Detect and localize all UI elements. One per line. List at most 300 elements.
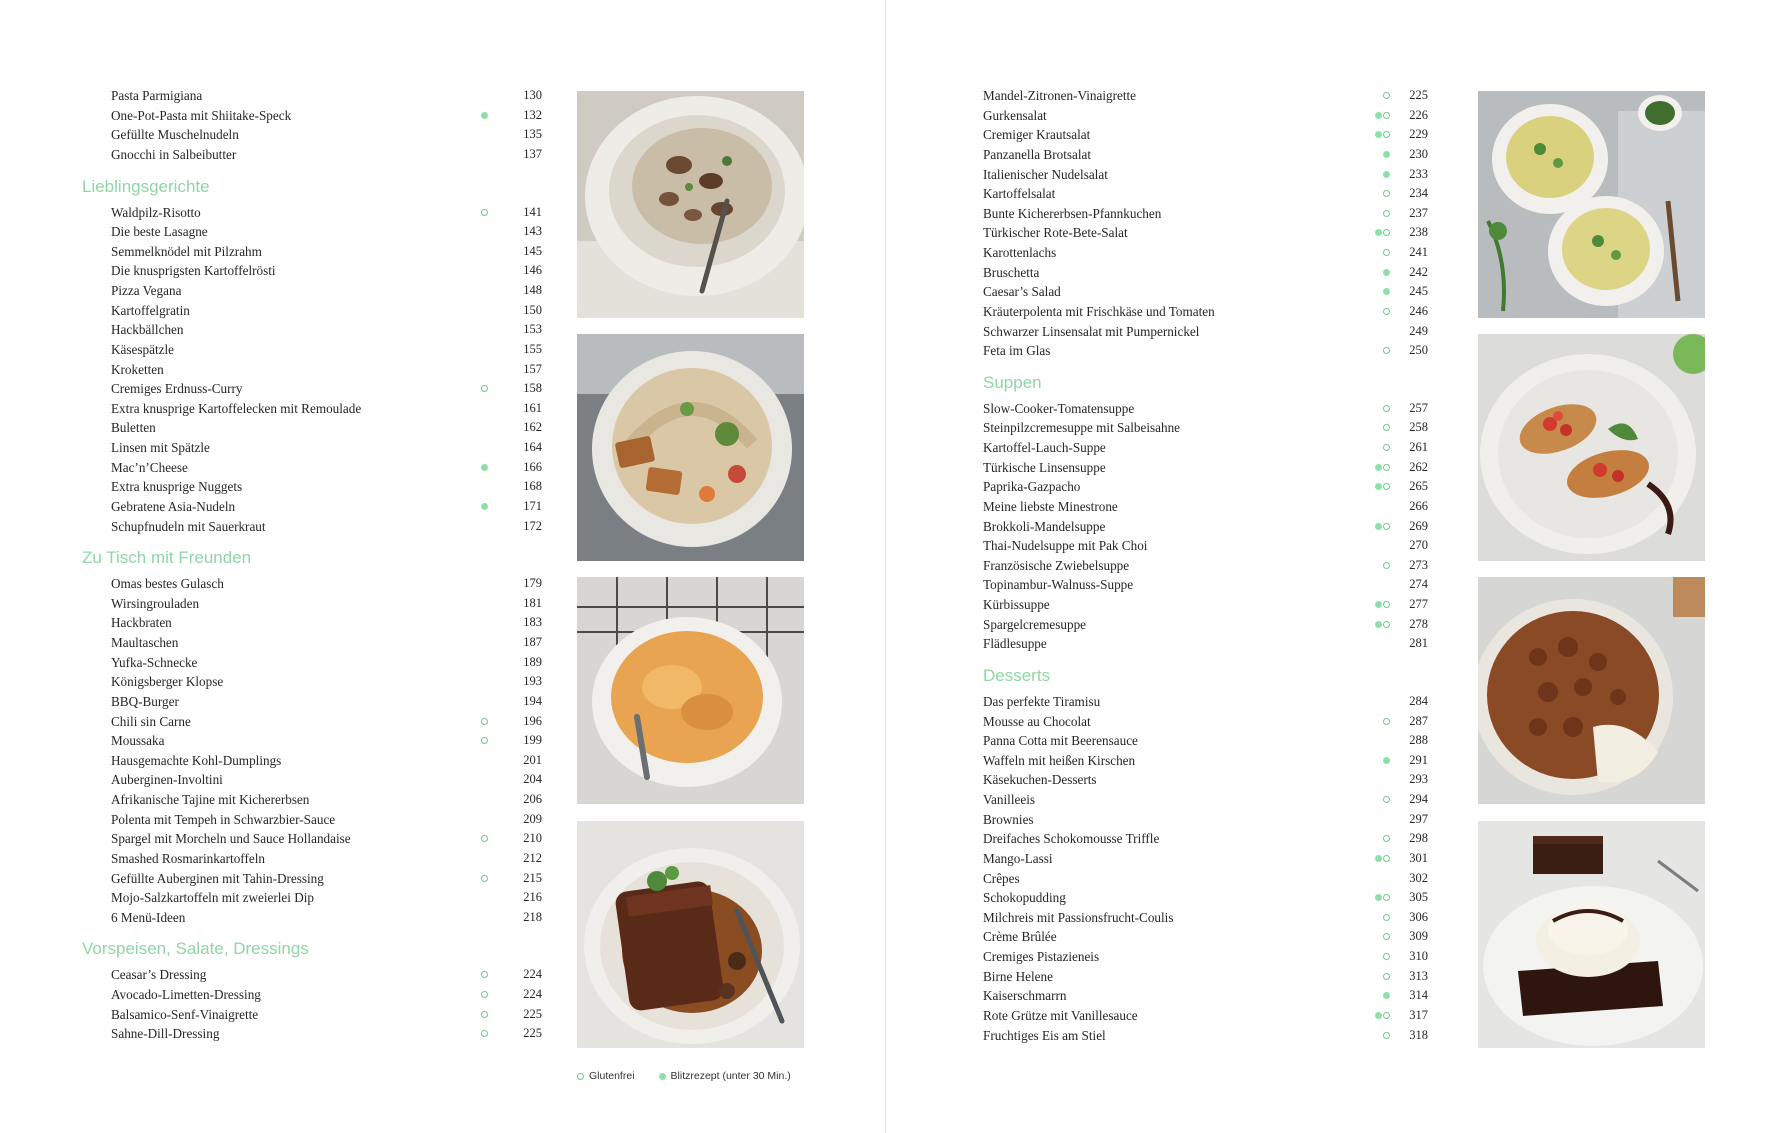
recipe-title: Kaiserschmarrn [983,988,1067,1004]
toc-entry [983,615,1428,635]
recipe-title: Polenta mit Tempeh in Schwarzbier-Sauce [111,811,336,827]
page-number: 314 [1409,988,1428,1003]
toc-entry [82,712,542,732]
recipe-markers [1383,992,1390,999]
toc-entry [983,458,1428,478]
gluten-free-marker-icon [1383,444,1390,451]
quick-recipe-marker-icon [1375,229,1382,236]
page-number: 135 [523,127,542,142]
toc-entry [82,399,542,419]
gluten-free-marker-icon [481,1011,488,1018]
toc-entry [983,908,1428,928]
page-number: 196 [523,713,542,728]
legend-gluten-free-label: Glutenfrei [589,1070,635,1082]
toc-section-continued [82,86,542,165]
toc-entry [82,320,542,340]
toc-entry [983,731,1428,751]
recipe-title: 6 Menü-Ideen [111,909,186,925]
page-number: 266 [1409,498,1428,513]
recipe-markers [1375,855,1390,862]
toc-section-lieblingsgerichte [82,176,542,537]
toc-entry [983,418,1428,438]
gluten-free-marker-icon [481,737,488,744]
toc-entry [983,770,1428,790]
toc-entry [82,203,542,223]
quick-recipe-marker-icon [1375,621,1382,628]
page-number: 277 [1409,597,1428,611]
recipe-title: Balsamico-Senf-Vinaigrette [111,1006,259,1022]
recipe-markers [481,718,488,725]
section-heading: Suppen [983,372,1042,392]
page-number: 230 [1409,146,1428,161]
recipe-title: Caesar’s Salad [983,284,1061,300]
recipe-markers [1383,914,1390,921]
page-number: 288 [1409,733,1428,748]
quick-recipe-marker-icon [1375,894,1382,901]
recipe-markers [481,835,488,842]
page-number: 146 [523,263,542,278]
recipe-title: Türkische Linsensuppe [983,459,1106,475]
recipe-title: Brownies [983,811,1034,827]
page-number: 141 [523,204,542,219]
page-number: 245 [1409,284,1428,299]
toc-entry [82,301,542,321]
toc-section-desserts [983,665,1428,1045]
gluten-free-marker-icon [1383,249,1390,256]
recipe-title: Meine liebste Minestrone [983,498,1118,514]
section-heading: Vorspeisen, Salate, Dressings [82,939,309,959]
quick-recipe-marker-icon [1383,757,1390,764]
recipe-title: Yufka-Schnecke [111,654,198,670]
gluten-free-marker-icon [481,835,488,842]
recipe-markers [1383,347,1390,354]
toc-entry [82,574,542,594]
recipe-title: Cremiges Erdnuss-Curry [111,381,243,397]
recipe-markers [1375,621,1390,628]
page-number: 210 [523,831,542,846]
gluten-free-marker-icon [1383,855,1390,862]
page-number: 291 [1409,752,1428,767]
recipe-markers [1383,171,1390,178]
page-number: 238 [1409,225,1428,240]
recipe-markers [481,1011,488,1018]
brownie-ice-cream-photo [1478,821,1705,1048]
page-number: 278 [1409,616,1428,631]
toc-entry [983,165,1428,185]
toc-entry [82,594,542,614]
page-number: 166 [523,459,542,474]
recipe-title: Spargelcremesuppe [983,616,1087,632]
recipe-markers [1375,464,1390,471]
recipe-markers [481,737,488,744]
page-number: 313 [1409,968,1428,983]
page-number: 310 [1409,949,1428,963]
recipe-title: Waffeln mit heißen Kirschen [983,752,1136,768]
toc-entry [983,125,1428,145]
toc-entry [983,438,1428,458]
recipe-title: Spargel mit Morcheln und Sauce Hollandaise [111,831,351,847]
page-number: 194 [523,693,542,708]
page-number: 168 [523,479,542,494]
page-number: 172 [523,518,542,533]
gluten-free-marker-icon [481,209,488,216]
toc-entry [82,1005,542,1025]
gluten-free-marker-icon [1383,523,1390,530]
page-number: 201 [523,752,542,767]
recipe-markers [1383,933,1390,940]
toc-entry [82,379,542,399]
recipe-title: Kürbissuppe [983,597,1050,612]
toc-entry [82,633,542,653]
page-number: 265 [1409,479,1428,494]
toc-entry [983,399,1428,419]
page-number: 261 [1409,440,1428,454]
page-number: 204 [523,772,542,787]
toc-entry [82,1024,542,1044]
page-number: 179 [523,576,542,591]
page-number: 216 [523,890,542,905]
recipe-title: Extra knusprige Nuggets [111,479,243,495]
table-of-contents-left [82,86,542,1044]
recipe-title: Semmelknödel mit Pilzrahm [111,243,262,259]
toc-entry [983,869,1428,889]
toc-entry [82,829,542,849]
page-number: 187 [523,635,542,649]
quick-recipe-marker-icon [659,1073,666,1080]
toc-entry [82,908,542,928]
recipe-markers [1383,835,1390,842]
recipe-markers [1383,210,1390,217]
page-number: 225 [523,1026,542,1041]
toc-entry [82,888,542,908]
recipe-markers [1383,269,1390,276]
toc-entry [983,223,1428,243]
recipe-title: Feta im Glas [983,343,1051,359]
recipe-markers [481,503,488,510]
recipe-title: Auberginen-Involtini [111,772,223,788]
recipe-markers [1383,190,1390,197]
page-number: 143 [523,224,542,239]
gluten-free-marker-icon [481,718,488,725]
gluten-free-marker-icon [1383,131,1390,138]
recipe-title: Gebratene Asia-Nudeln [111,498,236,514]
quick-recipe-marker-icon [1383,151,1390,158]
gluten-free-marker-icon [1383,1012,1390,1019]
recipe-title: Gefüllte Muschelnudeln [111,127,239,143]
recipe-title: Smashed Rosmarinkartoffeln [111,850,265,866]
toc-entry [82,340,542,360]
page-number: 257 [1409,400,1428,415]
page-number: 164 [523,440,542,454]
quick-recipe-marker-icon [1383,171,1390,178]
page-number: 237 [1409,205,1428,220]
toc-entry [82,770,542,790]
toc-entry [983,575,1428,595]
recipe-title: Omas bestes Gulasch [111,576,224,592]
page-number: 318 [1409,1027,1428,1042]
recipe-title: Vanilleeis [983,792,1036,807]
recipe-title: Slow-Cooker-Tomatensuppe [983,400,1135,416]
gluten-free-marker-icon [481,991,488,998]
toc-section-continued [983,86,1428,361]
page-number: 206 [523,792,542,806]
page-number: 249 [1409,323,1428,338]
page-number: 281 [1409,636,1428,651]
recipe-title: Mango-Lassi [983,850,1053,866]
recipe-markers [481,1030,488,1037]
page-number: 145 [523,243,542,258]
toc-entry [983,1006,1428,1026]
recipe-title: Fruchtiges Eis am Stiel [983,1027,1106,1043]
page-number: 293 [1409,772,1428,787]
page-number: 171 [523,498,542,513]
page-number: 262 [1409,459,1428,474]
gluten-free-marker-icon [1383,933,1390,940]
gluten-free-marker-icon [1383,953,1390,960]
page-number: 225 [523,1006,542,1021]
toc-entry [983,322,1428,342]
recipe-markers [1383,288,1390,295]
recipe-markers [481,112,488,119]
page-number: 294 [1409,792,1428,806]
recipe-title: Kroketten [111,361,164,377]
recipe-title: BBQ-Burger [111,693,179,709]
page-number: 215 [523,870,542,885]
toc-entry [983,947,1428,967]
recipe-title: Milchreis mit Passionsfrucht-Coulis [983,909,1174,925]
toc-entry [82,281,542,301]
quick-recipe-marker-icon [1375,483,1382,490]
mushroom-risotto-photo [577,91,804,318]
page-number: 150 [523,302,542,317]
toc-entry [983,184,1428,204]
page-number: 189 [523,654,542,669]
page-number: 233 [1409,166,1428,181]
page-number: 181 [523,595,542,610]
gluten-free-marker-icon [1383,229,1390,236]
page-number: 229 [1409,127,1428,142]
recipe-title: Kartoffelsalat [983,186,1056,202]
recipe-title: Das perfekte Tiramisu [983,693,1101,709]
quick-recipe-marker-icon [481,464,488,471]
page-number: 155 [523,341,542,356]
page-number: 137 [523,146,542,161]
toc-entry [82,477,542,497]
quick-recipe-marker-icon [481,112,488,119]
quick-recipe-marker-icon [1383,992,1390,999]
toc-entry [82,985,542,1005]
quick-recipe-marker-icon [1375,523,1382,530]
toc-entry [82,790,542,810]
recipe-markers [481,385,488,392]
toc-section-zu-tisch-mit-freunden [82,547,542,927]
page-number: 297 [1409,811,1428,826]
recipe-markers [1375,229,1390,236]
page-number: 287 [1409,713,1428,728]
page-number: 269 [1409,518,1428,533]
recipe-title: Buletten [111,420,156,436]
recipe-markers [481,209,488,216]
recipe-title: Mac’n’Cheese [111,459,188,475]
gluten-free-marker-icon [1383,308,1390,315]
gluten-free-marker-icon [1383,1032,1390,1039]
mac-and-cheese-photo [577,577,804,804]
toc-entry [82,869,542,889]
toc-section-suppen [983,372,1428,654]
recipe-title: Käsespätzle [111,341,174,357]
toc-entry [82,653,542,673]
toc-entry [82,751,542,771]
recipe-markers [1383,444,1390,451]
recipe-markers [1383,151,1390,158]
recipe-markers [1383,757,1390,764]
recipe-markers [1375,112,1390,119]
toc-entry [983,595,1428,615]
page-number: 225 [1409,88,1428,102]
toc-entry [983,282,1428,302]
recipe-markers [481,971,488,978]
quick-recipe-marker-icon [1375,131,1382,138]
toc-entry [983,106,1428,126]
recipe-title: Hackbällchen [111,322,184,338]
gluten-free-marker-icon [1383,347,1390,354]
toc-entry [82,438,542,458]
recipe-title: Flädlesuppe [983,636,1047,652]
toc-entry [983,302,1428,322]
toc-entry [983,86,1428,106]
recipe-title: Afrikanische Tajine mit Kichererbsen [111,792,310,807]
recipe-title: Avocado-Limetten-Dressing [111,987,261,1002]
recipe-markers [481,991,488,998]
recipe-title: Dreifaches Schokomousse Triffle [983,831,1160,847]
gluten-free-marker-icon [1383,835,1390,842]
page-number: 258 [1409,420,1428,435]
page-number: 148 [523,283,542,297]
page-number: 183 [523,615,542,630]
page-number: 241 [1409,245,1428,259]
gluten-free-marker-icon [577,1073,584,1080]
page-number: 246 [1409,303,1428,318]
toc-entry [82,125,542,145]
recipe-title: Ceasar’s Dressing [111,967,207,983]
recipe-title: Bunte Kichererbsen-Pfannkuchen [983,205,1162,221]
quick-recipe-marker-icon [1383,288,1390,295]
toc-entry [82,497,542,517]
page-number: 130 [523,88,542,102]
recipe-markers [1383,562,1390,569]
recipe-markers [1383,796,1390,803]
gluten-free-marker-icon [481,385,488,392]
recipe-title: Panzanella Brotsalat [983,146,1092,162]
page-number: 224 [523,987,542,1001]
section-heading: Lieblingsgerichte [82,176,210,196]
recipe-title: Wirsingrouladen [111,595,200,611]
recipe-title: Gnocchi in Salbeibutter [111,146,237,162]
page-number: 157 [523,361,542,376]
recipe-title: Mousse au Chocolat [983,713,1091,729]
recipe-markers [1375,483,1390,490]
toc-section-vorspeisen-salate-dressings [82,938,542,1044]
recipe-markers [1383,953,1390,960]
bruschetta-photo [1478,334,1705,561]
gluten-free-marker-icon [1383,405,1390,412]
toc-entry [82,613,542,633]
recipe-title: Türkischer Rote-Bete-Salat [983,225,1128,241]
recipe-title: Thai-Nudelsuppe mit Pak Choi [983,538,1148,554]
recipe-title: Kräuterpolenta mit Frischkäse und Tomaten [983,303,1215,319]
recipe-title: Mandel-Zitronen-Vinaigrette [983,88,1137,103]
recipe-title: Steinpilzcremesuppe mit Salbeisahne [983,420,1181,436]
page-number: 301 [1409,850,1428,865]
recipe-markers [481,464,488,471]
tiramisu-photo [1478,577,1705,804]
page-number: 250 [1409,343,1428,358]
recipe-title: Panna Cotta mit Beerensauce [983,733,1138,749]
recipe-title: Kartoffelgratin [111,302,190,318]
page-number: 273 [1409,557,1428,572]
toc-entry [82,849,542,869]
page-number: 199 [523,733,542,748]
toc-entry [82,360,542,380]
page-number: 274 [1409,577,1428,592]
gluten-free-marker-icon [1383,210,1390,217]
gluten-free-marker-icon [481,971,488,978]
gluten-free-marker-icon [1383,92,1390,99]
recipe-title: Maultaschen [111,635,179,650]
recipe-title: Schwarzer Linsensalat mit Pumpernickel [983,323,1200,339]
page-number: 224 [523,967,542,982]
toc-entry [983,263,1428,283]
recipe-markers [1383,405,1390,412]
recipe-title: Moussaka [111,733,165,749]
page-number: 270 [1409,538,1428,553]
quick-recipe-marker-icon [1375,112,1382,119]
recipe-title: Sahne-Dill-Dressing [111,1026,220,1042]
soup-bowls-photo [1478,91,1705,318]
page-number: 242 [1409,264,1428,279]
recipe-title: Mojo-Salzkartoffeln mit zweierlei Dip [111,890,315,906]
recipe-markers [1383,308,1390,315]
gluten-free-marker-icon [1383,190,1390,197]
page-number: 305 [1409,890,1428,905]
page-number: 162 [523,420,542,435]
toc-entry [82,106,542,126]
recipe-title: Italienischer Nudelsalat [983,166,1108,182]
toc-entry [983,751,1428,771]
recipe-title: Linsen mit Spätzle [111,440,210,455]
quick-recipe-marker-icon [1375,601,1382,608]
toc-entry [82,458,542,478]
recipe-title: Hausgemachte Kohl-Dumplings [111,752,282,768]
gluten-free-marker-icon [1383,424,1390,431]
recipe-title: Waldpilz-Risotto [111,204,201,220]
page-number: 158 [523,381,542,396]
toc-entry [983,536,1428,556]
toc-entry [82,810,542,830]
page-number: 234 [1409,186,1428,201]
recipe-markers [1375,131,1390,138]
toc-entry [82,261,542,281]
recipe-markers [1375,894,1390,901]
page-number: 226 [1409,107,1428,122]
section-heading: Desserts [983,665,1051,685]
gluten-free-marker-icon [1383,718,1390,725]
recipe-title: Birne Helene [983,968,1053,984]
recipe-title: Karottenlachs [983,245,1057,260]
gluten-free-marker-icon [1383,112,1390,119]
recipe-title: One-Pot-Pasta mit Shiitake-Speck [111,107,292,123]
recipe-title: Crème Brûlée [983,929,1057,945]
